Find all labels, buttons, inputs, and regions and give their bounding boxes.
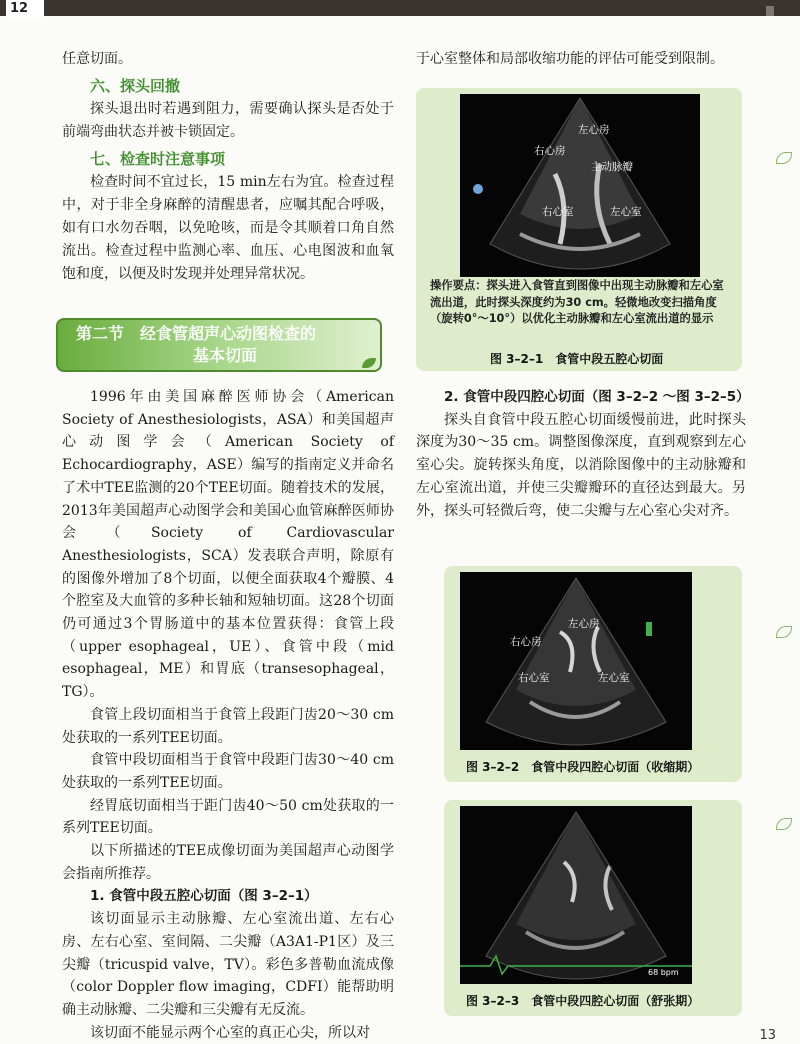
- paragraph: 经胃底切面相当于距门齿40～50 cm处获取的一系列TEE切面。: [62, 797, 394, 837]
- ultrasound-sector: [460, 806, 692, 984]
- label-right-atrium: 右心房: [534, 145, 566, 157]
- label-right-ventricle: 右心室: [518, 672, 550, 684]
- figure-3-2-3: [444, 800, 742, 1016]
- label-left-atrium: 左心房: [568, 618, 600, 630]
- leaf-ornament: [776, 152, 792, 164]
- figure-caption: 图 3–2–2 食管中段四腔心切面（收缩期）: [466, 760, 700, 774]
- paragraph: 该切面显示主动脉瓣、左心室流出道、左右心房、左右心室、室间隔、二尖瓣（A3A1-P1区）及三尖瓣（tricuspid valve，TV）。彩色多普勒血流成像（color Doppler flow imaging，CDFI）能帮助明确主动脉瓣、二尖瓣和三尖瓣有无反流。: [62, 911, 394, 1018]
- heading-view-2: 2. 食管中段四腔心切面（图 3–2–2 ～图 3–2–5）: [444, 389, 750, 405]
- echo-image-four-chamber-systole: [460, 572, 692, 750]
- label-left-ventricle: 左心室: [610, 206, 642, 218]
- label-left-ventricle: 左心室: [598, 672, 630, 684]
- page-number-next: 13: [759, 1028, 776, 1043]
- paragraph: 于心室整体和局部收缩功能的评估可能受到限制。: [416, 51, 724, 67]
- section-title-line2: 基本切面: [193, 346, 258, 365]
- right-column-middle: [416, 386, 750, 522]
- heart-rate: 68 bpm: [648, 968, 679, 977]
- leaf-ornament: [362, 358, 376, 368]
- paragraph: 食管中段切面相当于食管中段距门齿30～40 cm处获取的一系列TEE切面。: [62, 752, 394, 791]
- paragraph: 食管上段切面相当于食管上段距门齿20～30 cm处获取的一系列TEE切面。: [62, 706, 394, 746]
- heading-probe-withdrawal: 六、探头回撤: [90, 77, 181, 95]
- page-number: 12: [6, 0, 44, 18]
- figure-caption: 图 3–2–3 食管中段四腔心切面（舒张期）: [466, 994, 700, 1008]
- paragraph: 1996年由美国麻醉医师协会（American Society of Anesthesiologists，ASA）和美国超声心动图学会（American Society of Echocardiography，ASE）编写的指南定义并命名了术中TEE监测的20个TEE切面。随着技术的发展，2013年美国超声心动图学会和美国心血管麻醉医师协会（Society of Cardiovascular Anesthesiologists，SCA）发表联合声明，除原有的图像外增加了8个切面，以便全面获取4个瓣膜、4个腔室及大血管的多种长轴和短轴切面。这28个切面仍可通过3个胃肠道中的基本位置获得：食管上段（upper esophageal，UE）、食管中段（mid esophageal，ME）和胃底（transesophageal，TG）。: [62, 389, 394, 701]
- paragraph: 探头退出时若遇到阻力，需要确认探头是否处于前端弯曲状态并被卡锁固定。: [62, 101, 394, 140]
- label-right-ventricle: 右心室: [542, 206, 574, 218]
- right-column-top: [416, 48, 746, 71]
- leaf-ornament: [776, 818, 792, 830]
- page-header-bar: [0, 0, 800, 18]
- header-bookmark: [766, 6, 774, 16]
- paragraph: 该切面不能显示两个心室的真正心尖，所以对: [90, 1024, 370, 1041]
- label-aortic-valve: 主动脉瓣: [591, 161, 633, 173]
- label-right-atrium: 右心房: [510, 636, 542, 648]
- heading-view-1: 1. 食管中段五腔心切面（图 3–2–1）: [90, 888, 318, 905]
- section-title-banner: [56, 318, 382, 372]
- paragraph: 任意切面。: [62, 51, 132, 67]
- figure-3-2-1: [416, 88, 742, 371]
- paragraph: 以下所描述的TEE成像切面为美国超声心动图学会指南所推荐。: [62, 843, 394, 882]
- paragraph: 检查时间不宜过长，15 min左右为宜。检查过程中，对于非全身麻醉的清醒患者，应嘱其配合呼吸，如有口水勿吞咽，以免呛咳，而是令其顺着口角自然流出。检查过程中监测心率、血压、心电图波和血氧饱和度，以便及时发现并处理异常状况。: [62, 174, 394, 282]
- figure-3-2-2: [444, 566, 742, 782]
- header-band: [0, 0, 800, 16]
- operation-notes: 操作要点：探头进入食管直到图像中出现主动脉瓣和左心室流出道，此时探头深度约为30 cm。轻微地改变扫描角度（旋转0°～10°）以优化主动脉瓣和左心室流出道的显示: [430, 279, 724, 325]
- echo-image-five-chamber: [460, 94, 700, 277]
- left-column-upper: [62, 48, 394, 286]
- left-column-lower: [62, 386, 394, 1044]
- section-title-line1: 第二节 经食管超声心动图检查的: [76, 324, 317, 343]
- leaf-ornament: [776, 626, 792, 638]
- figure-caption: 图 3–2–1 食管中段五腔心切面: [490, 352, 664, 366]
- ultrasound-sector: [460, 572, 692, 750]
- paragraph: 探头自食管中段五腔心切面缓慢前进，此时探头深度为30～35 cm。调整图像深度，直到观察到左心室心尖。旋转探头角度，以消除图像中的主动脉瓣和左心室流出道，并使三尖瓣瓣环的直径达到最大。另外，探头可轻微后弯，使二尖瓣与左心室心尖对齐。: [416, 411, 746, 519]
- echo-image-four-chamber-diastole: [460, 806, 692, 984]
- label-left-atrium: 左心房: [578, 124, 610, 136]
- heading-precautions: 七、检查时注意事项: [90, 150, 226, 168]
